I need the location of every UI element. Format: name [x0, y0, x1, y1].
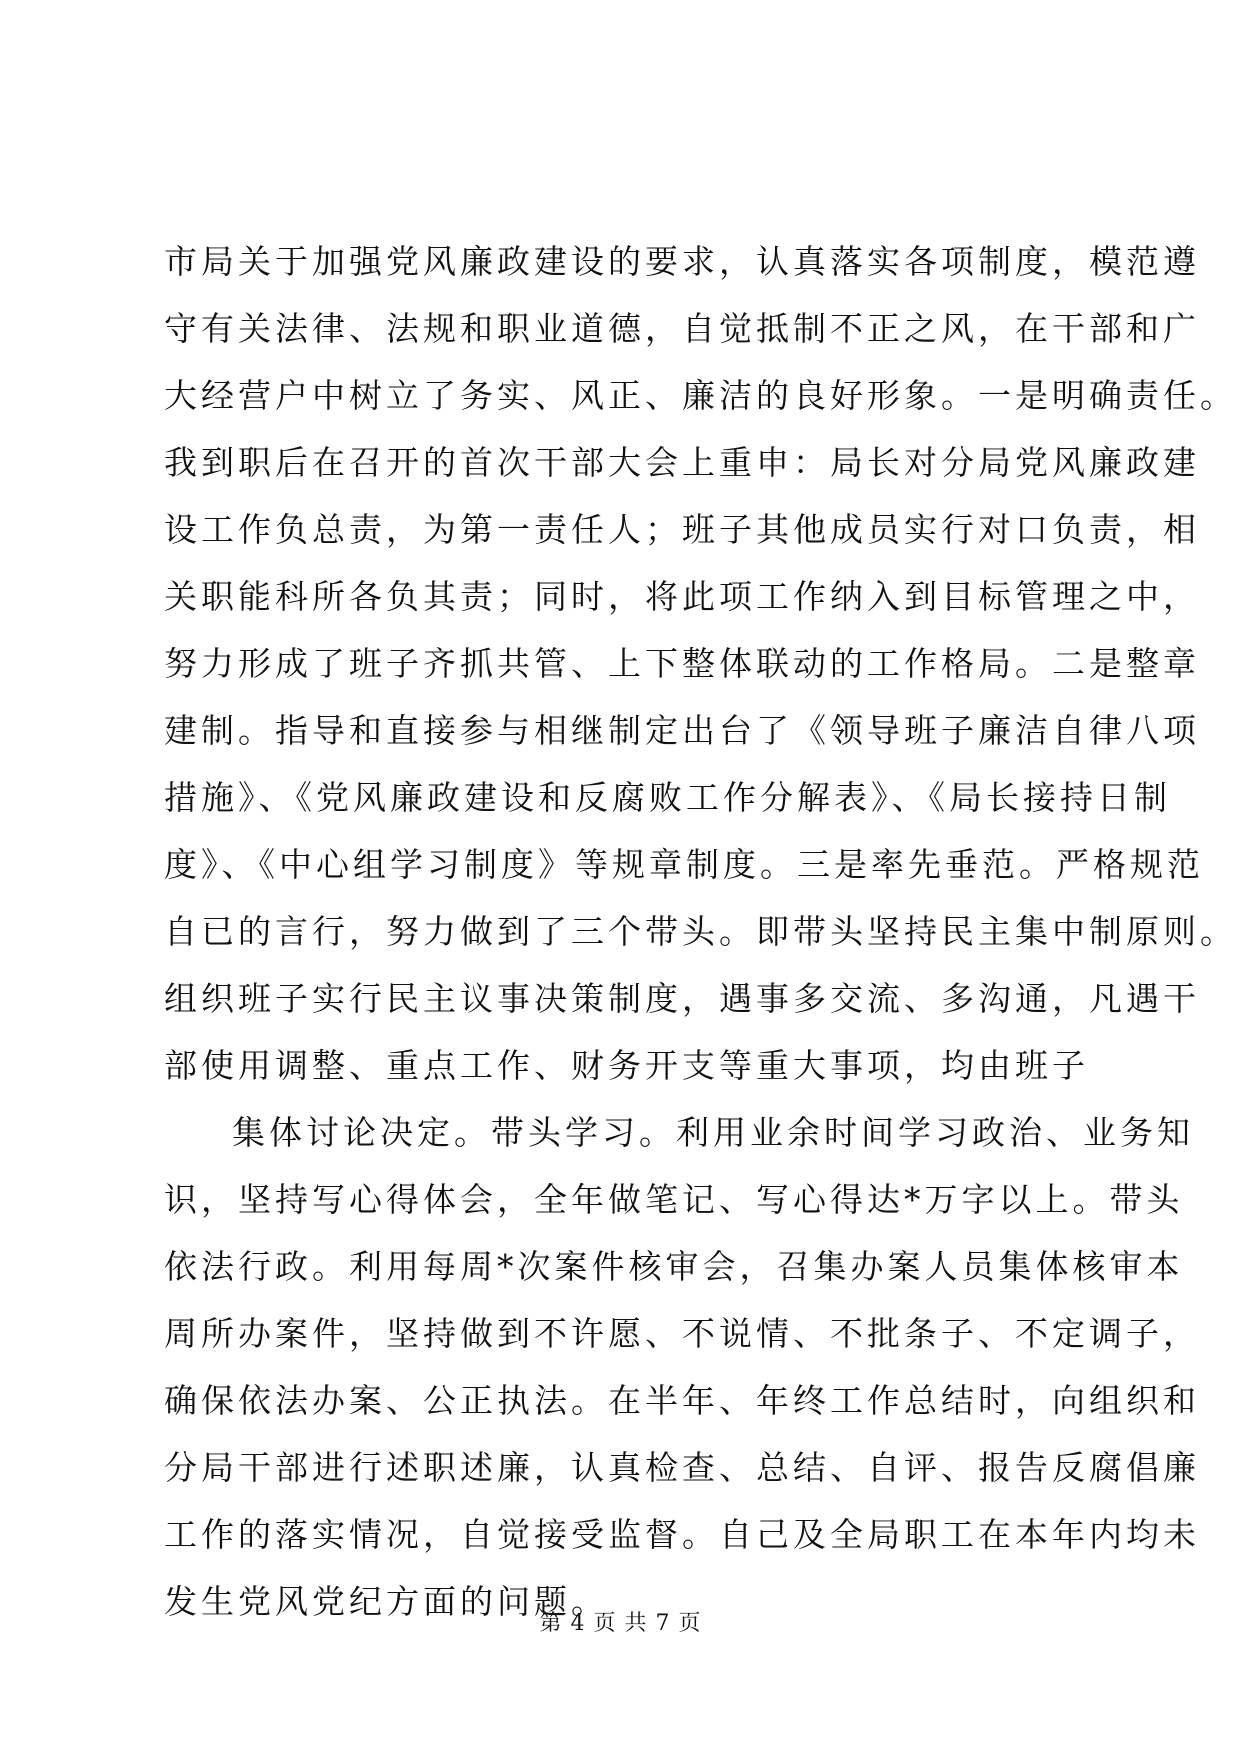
text-line: 分局干部进行述职述廉，认真检查、总结、自评、报告反腐倡廉	[164, 1448, 1200, 1487]
text-line: 识，坚持写心得体会，全年做笔记、写心得达*万字以上。带头	[164, 1180, 1184, 1219]
text-line: 设工作负总责，为第一责任人；班子其他成员实行对口负责，相	[164, 510, 1200, 549]
text-line: 组织班子实行民主议事决策制度，遇事多交流、多沟通，凡遇干	[164, 979, 1200, 1018]
text-line: 努力形成了班子齐抓共管、上下整体联动的工作格局。二是整章	[164, 644, 1200, 683]
text-line: 确保依法办案、公正执法。在半年、年终工作总结时，向组织和	[164, 1381, 1200, 1420]
text-line: 度》、《中心组学习制度》等规章制度。三是率先垂范。严格规范	[164, 845, 1204, 884]
text-line: 守有关法律、法规和职业道德，自觉抵制不正之风，在干部和广	[164, 309, 1200, 348]
text-line: 工作的落实情况，自觉接受监督。自己及全局职工在本年内均未	[164, 1515, 1200, 1554]
text-line: 依法行政。利用每周*次案件核审会，召集办案人员集体核审本	[164, 1247, 1184, 1286]
document-body	[164, 228, 1237, 1635]
text-line: 部使用调整、重点工作、财务开支等重大事项，均由班子	[164, 1046, 1089, 1085]
text-line: 周所办案件，坚持做到不许愿、不说情、不批条子、不定调子，	[164, 1314, 1200, 1353]
text-line: 自已的言行，努力做到了三个带头。即带头坚持民主集中制原则。	[164, 912, 1237, 951]
text-line: 建制。指导和直接参与相继制定出台了《领导班子廉洁自律八项	[164, 711, 1200, 750]
text-line: 市局关于加强党风廉政建设的要求，认真落实各项制度，模范遵	[164, 242, 1200, 281]
text-line: 大经营户中树立了务实、风正、廉洁的良好形象。一是明确责任。	[164, 376, 1237, 415]
text-line: 发生党风党纪方面的问题。	[164, 1582, 608, 1621]
page-number-footer: 第 4 页 共 7 页	[539, 1611, 702, 1636]
text-line: 措施》、《党风廉政建设和反腐败工作分解表》、《局长接持日制	[164, 778, 1171, 817]
text-line: 关职能科所各负其责；同时，将此项工作纳入到目标管理之中，	[164, 577, 1200, 616]
text-line-indented: 集体讨论决定。带头学习。利用业余时间学习政治、业务知	[232, 1113, 1194, 1152]
text-line: 我到职后在召开的首次干部大会上重申：局长对分局党风廉政建	[164, 443, 1200, 482]
